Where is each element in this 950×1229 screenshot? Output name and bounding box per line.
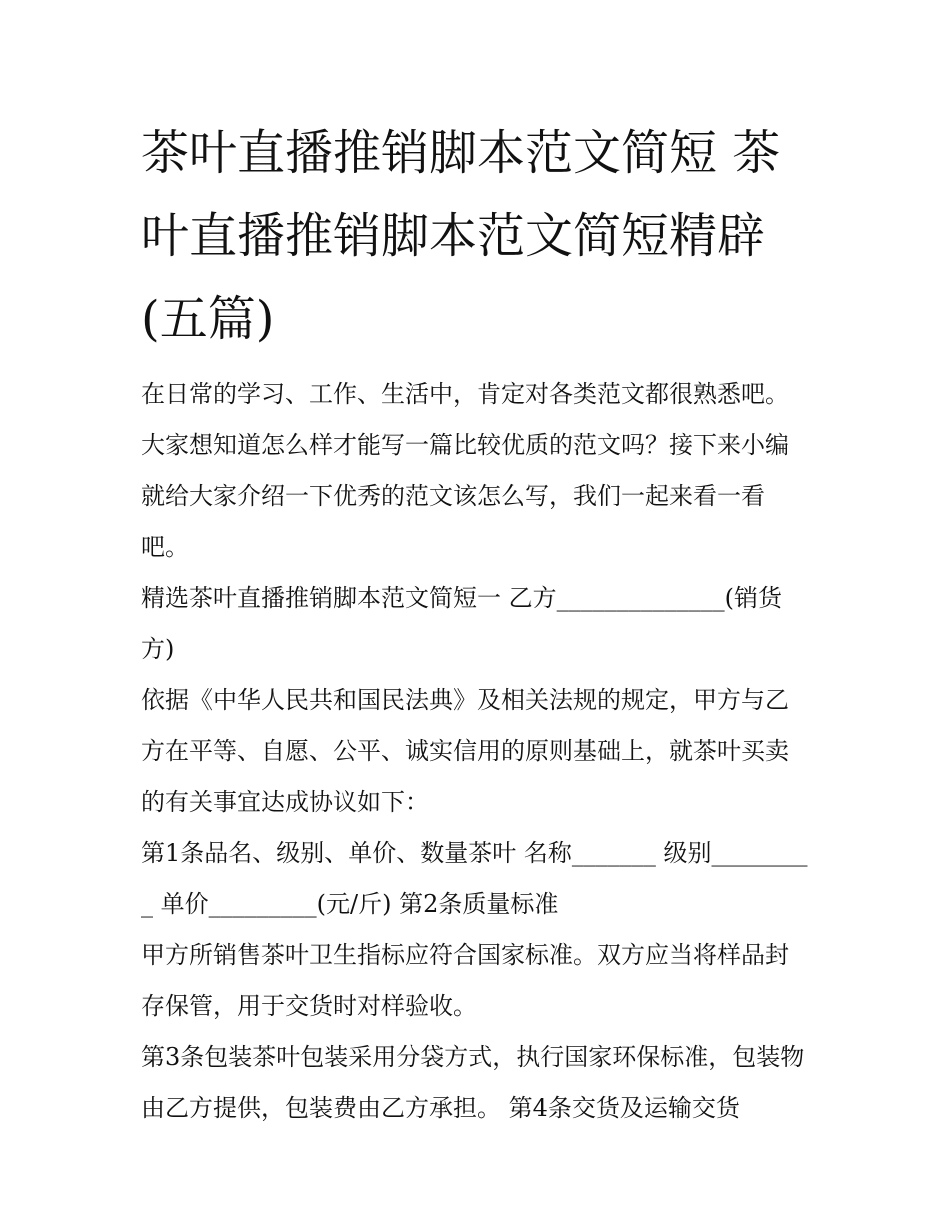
agreement-paragraph: 依据《中华人民共和国民法典》及相关法规的规定，甲方与乙方在平等、自愿、公平、诚实信用的原则基础上，就茶叶买卖的有关事宜达成协议如下： xyxy=(141,686,789,816)
article-1-paragraph: 第1条品名、级别、单价、数量茶叶 名称_______ 级别_________ 单价_________(元/斤) 第2条质量标准 xyxy=(141,839,808,918)
intro-paragraph: 在日常的学习、工作、生活中，肯定对各类范文都很熟悉吧。大家想知道怎么样才能写一篇比较优质的范文吗？接下来小编就给大家介绍一下优秀的范文该怎么写，我们一起来看一看吧。 xyxy=(141,380,789,561)
document-content xyxy=(141,112,811,1134)
quality-paragraph: 甲方所销售茶叶卫生指标应符合国家标准。双方应当将样品封存保管，用于交货时对样验收。 xyxy=(141,941,789,1020)
document-title: 茶叶直播推销脚本范文简短 茶叶直播推销脚本范文简短精辟(五篇) xyxy=(141,125,781,347)
packaging-paragraph: 第3条包装茶叶包装采用分袋方式，执行国家环保标准，包装物由乙方提供，包装费由乙方承担。 第4条交货及运输交货 xyxy=(141,1043,805,1122)
document-body xyxy=(141,369,811,1134)
section-heading-paragraph: 精选茶叶直播推销脚本范文简短一 乙方______________(销货方) xyxy=(141,584,782,663)
